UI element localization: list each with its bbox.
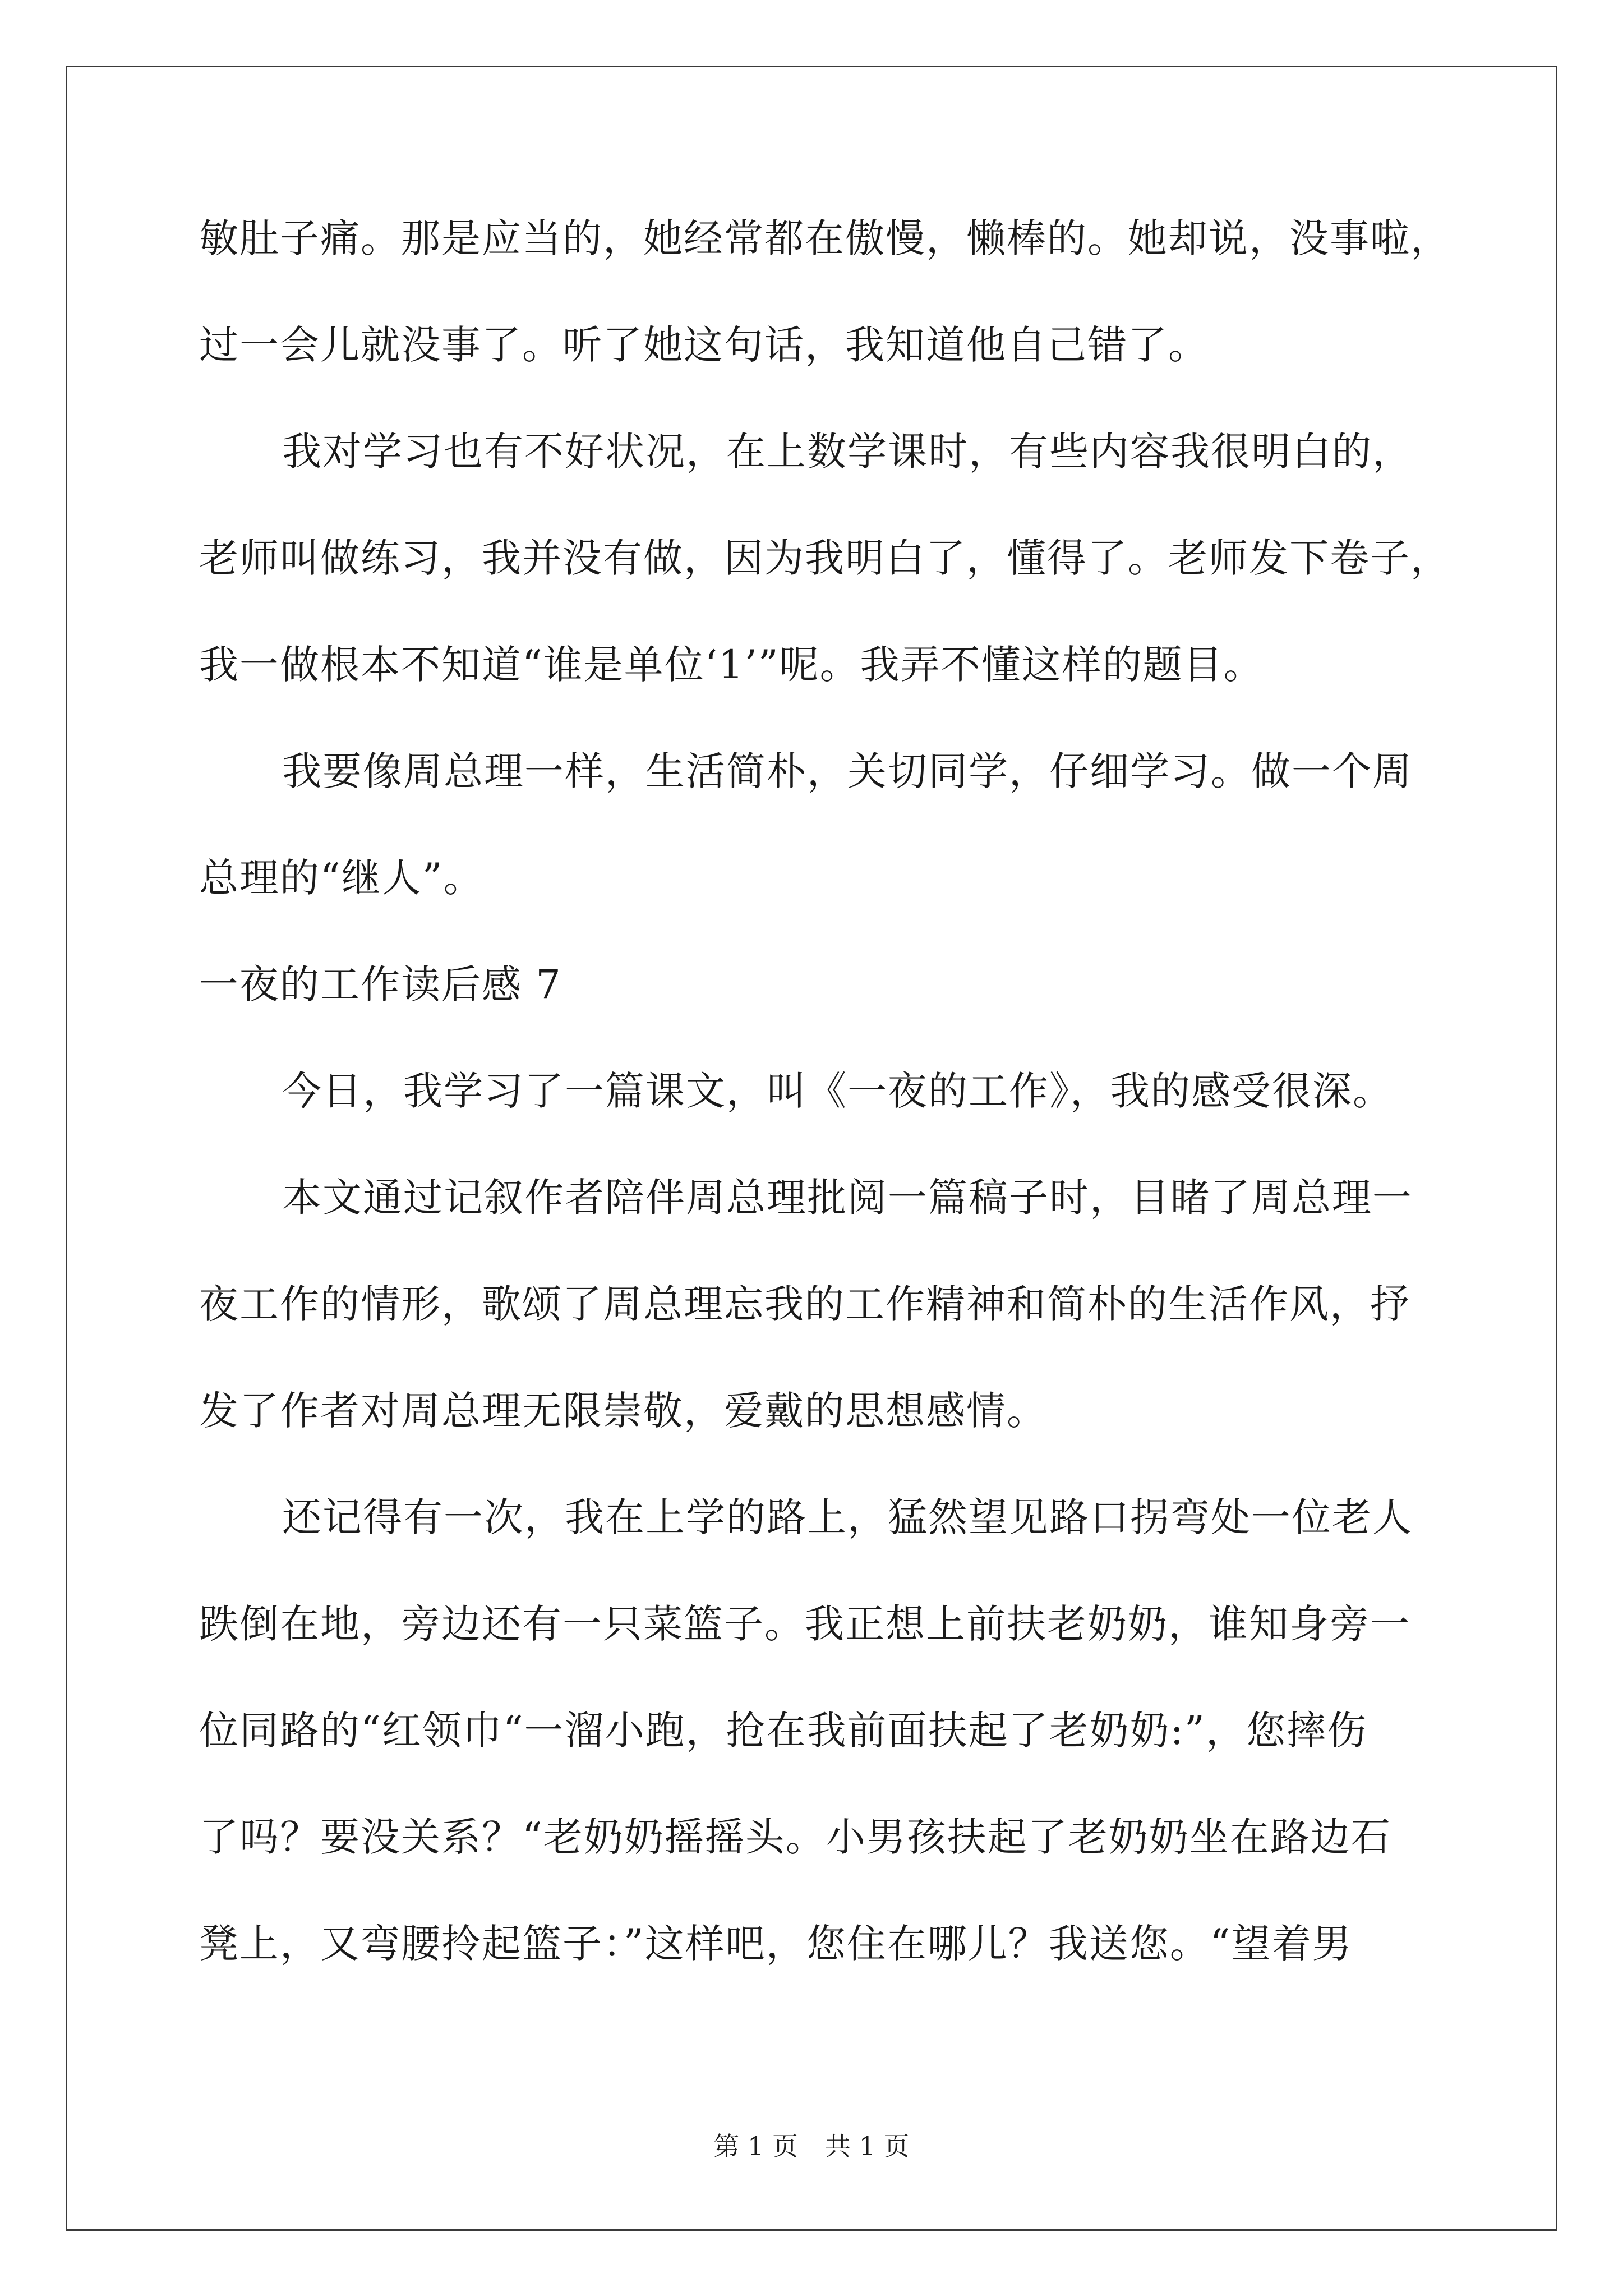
page-footer	[0, 2126, 1623, 2163]
text-line: 还记得有一次，我在上学的路上，猛然望见路口拐弯处一位老人	[282, 1494, 1413, 1540]
page-number: 第 1 页	[713, 2131, 798, 2161]
text-line: 我要像周总理一样，生活简朴，关切同学，仔细学习。做一个周	[282, 748, 1413, 794]
text-line: 位同路的“红领巾“一溜小跑，抢在我前面扶起了老奶奶:”，您摔伤	[199, 1708, 1367, 1754]
text-line: 过一会儿就没事了。听了她这句话，我知道他自己错了。	[199, 322, 1209, 368]
section-heading: 一夜的工作读后感 7	[199, 961, 562, 1007]
text-line: 老师叫做练习，我并没有做，因为我明白了，懂得了。老师发下卷子，	[199, 535, 1451, 581]
page-border	[66, 66, 1557, 2231]
text-line: 本文通过记叙作者陪伴周总理批阅一篇稿子时，目睹了周总理一	[282, 1175, 1413, 1221]
text-line: 今日，我学习了一篇课文，叫《一夜的工作》，我的感受很深。	[282, 1068, 1393, 1114]
text-line: 了吗？要没关系？“老奶奶摇摇头。小男孩扶起了老奶奶坐在路边石	[199, 1814, 1391, 1860]
text-line: 敏肚子痛。那是应当的，她经常都在傲慢，懒棒的。她却说，没事啦，	[199, 215, 1451, 261]
text-line: 总理的“继人”。	[199, 855, 484, 901]
total-pages: 共 1 页	[825, 2131, 910, 2161]
text-line: 发了作者对周总理无限崇敬，爱戴的思想感情。	[199, 1388, 1047, 1434]
text-line: 我对学习也有不好状况，在上数学课时，有些内容我很明白的，	[282, 429, 1413, 475]
text-line: 夜工作的情形，歌颂了周总理忘我的工作精神和简朴的生活作风，抒	[199, 1281, 1410, 1327]
text-line: 凳上，又弯腰拎起篮子：”这样吧，您住在哪儿？我送您。“望着男	[199, 1921, 1353, 1967]
text-line: 我一做根本不知道“谁是单位‘1’”呢。我弄不懂这样的题目。	[199, 642, 1264, 688]
text-line: 跌倒在地，旁边还有一只菜篮子。我正想上前扶老奶奶，谁知身旁一	[199, 1601, 1410, 1647]
